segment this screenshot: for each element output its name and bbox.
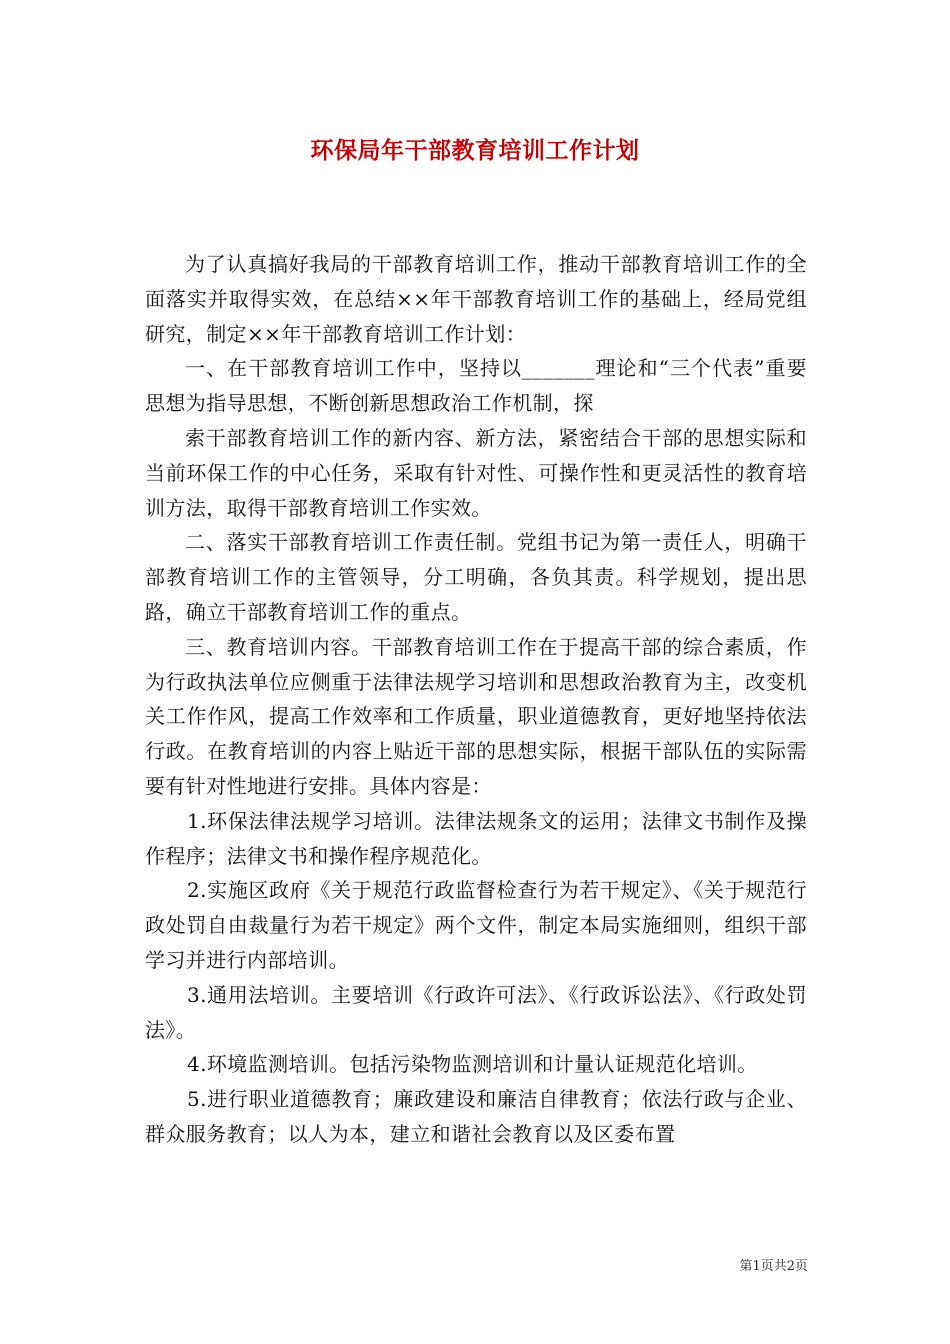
paragraph-intro: 为了认真搞好我局的干部教育培训工作，推动干部教育培训工作的全面落实并取得实效，在总结××年干部教育培训工作的基础上，经局党组研究，制定××年干部教育培训工作计划： [145, 252, 807, 346]
list-item-4: 4.环境监测培训。包括污染物监测培训和计量认证规范化培训。 [187, 1052, 758, 1077]
document-title: 环保局年干部教育培训工作计划 [310, 137, 640, 164]
paragraph-section-1-continued: 索干部教育培训工作的新内容、新方法，紧密结合干部的思想实际和当前环保工作的中心任务，采取有针对性、可操作性和更灵活性的教育培训方法，取得干部教育培训工作实效。 [145, 425, 807, 520]
document-body [145, 247, 807, 1152]
list-item-2: 2.实施区政府《关于规范行政监督检查行为若干规定》、《关于规范行政处罚自由裁量行为若干规定》两个文件，制定本局实施细则，组织干部学习并进行内部培训。 [145, 878, 807, 972]
paragraph-section-1: 一、在干部教育培训工作中，坚持以_______理论和“三个代表”重要思想为指导思想，不断创新思想政治工作机制，探 [145, 356, 807, 416]
page-number-footer: 第1页共2页 [739, 1259, 808, 1274]
paragraph-section-3: 三、教育培训内容。干部教育培训工作在于提高干部的综合素质，作为行政执法单位应侧重于法律法规学习培训和思想政治教育为主，改变机关工作作风，提高工作效率和工作质量，职业道德教育，更好地坚持依法行政。在教育培训的内容上贴近干部的思想实际，根据干部队伍的实际需要有针对性地进行安排。具体内容是： [145, 634, 807, 798]
paragraph-section-2: 二、落实干部教育培训工作责任制。党组书记为第一责任人，明确干部教育培训工作的主管领导，分工明确，各负其责。科学规划，提出思路，确立干部教育培训工作的重点。 [145, 530, 807, 624]
list-item-3: 3.通用法培训。主要培训《行政许可法》、《行政诉讼法》、《行政处罚法》。 [145, 982, 807, 1042]
list-item-1: 1.环保法律法规学习培训。法律法规条文的运用；法律文书制作及操作程序；法律文书和操作程序规范化。 [145, 808, 807, 868]
list-item-5: 5.进行职业道德教育；廉政建设和廉洁自律教育；依法行政与企业、群众服务教育；以人为本，建立和谐社会教育以及区委布置 [145, 1087, 807, 1146]
